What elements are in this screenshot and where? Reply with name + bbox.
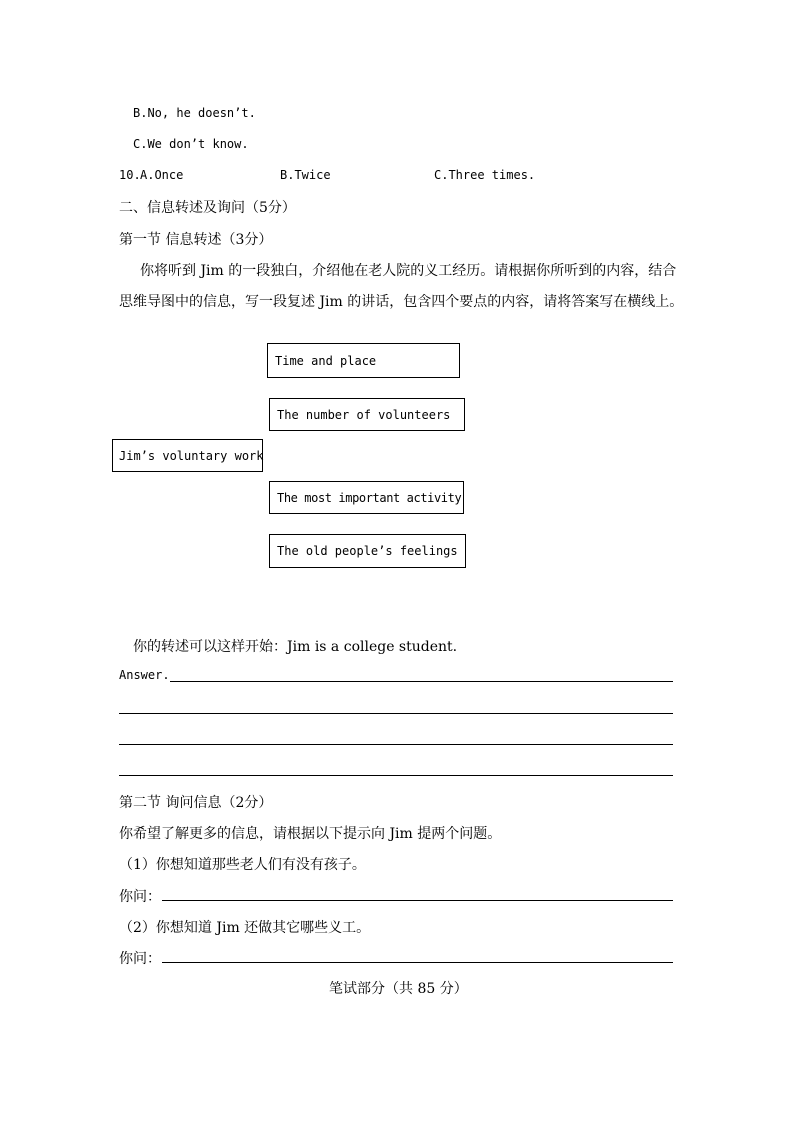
mindmap-branch-label: The most important activity bbox=[277, 490, 462, 505]
mindmap-center bbox=[112, 439, 263, 472]
question-2-label: 你问： bbox=[119, 951, 161, 967]
answer-line-4[interactable] bbox=[119, 775, 673, 776]
question-10-number: 10. bbox=[119, 168, 141, 182]
mindmap-branch-activity bbox=[269, 481, 464, 514]
option-9c: C.We don’t know. bbox=[133, 137, 249, 151]
answer-line-3[interactable] bbox=[119, 744, 673, 745]
answer-label: Answer. bbox=[119, 668, 170, 682]
section2-question-2: （2）你想知道 Jim 还做其它哪些义工。 bbox=[119, 920, 371, 936]
question-1-label: 你问： bbox=[119, 889, 161, 905]
retell-start-hint: 你的转述可以这样开始：Jim is a college student. bbox=[133, 639, 458, 655]
option-10c: C.Three times. bbox=[434, 168, 536, 182]
section1-instruction-line2: 思维导图中的信息，写一段复述 Jim 的讲话，包含四个要点的内容，请将答案写在横线上。 bbox=[119, 294, 684, 310]
mindmap-branch-label: The number of volunteers bbox=[277, 407, 451, 422]
answer-line-2[interactable] bbox=[119, 713, 673, 714]
written-section-title: 笔试部分（共 85 分） bbox=[329, 981, 468, 997]
section1-instruction-line1: 你将听到 Jim 的一段独白，介绍他在老人院的义工经历。请根据你所听到的内容，结合 bbox=[140, 263, 677, 279]
mindmap-center-label: Jim’s voluntary work bbox=[119, 448, 264, 463]
mindmap-branch-time-place bbox=[267, 343, 460, 378]
mindmap-branch-feelings bbox=[269, 534, 466, 568]
section2-title: 第二节 询问信息（2分） bbox=[119, 795, 273, 811]
mindmap-branch-label: Time and place bbox=[275, 353, 377, 368]
option-10a: A.Once bbox=[140, 168, 184, 182]
mindmap-branch-label: The old people’s feelings bbox=[277, 544, 458, 558]
question-2-answer-line[interactable] bbox=[162, 962, 673, 963]
option-9b: B.No, he doesn’t. bbox=[133, 106, 256, 120]
section2-question-1: （1）你想知道那些老人们有没有孩子。 bbox=[119, 857, 366, 873]
question-1-answer-line[interactable] bbox=[162, 900, 673, 901]
option-10b: B.Twice bbox=[280, 168, 331, 182]
section2-instruction: 你希望了解更多的信息，请根据以下提示向 Jim 提两个问题。 bbox=[119, 826, 502, 842]
part2-title: 二、信息转述及询问（5分） bbox=[119, 200, 296, 216]
answer-line-1[interactable] bbox=[170, 681, 673, 682]
mindmap-branch-volunteers bbox=[269, 398, 465, 431]
section1-title: 第一节 信息转述（3分） bbox=[119, 232, 273, 248]
